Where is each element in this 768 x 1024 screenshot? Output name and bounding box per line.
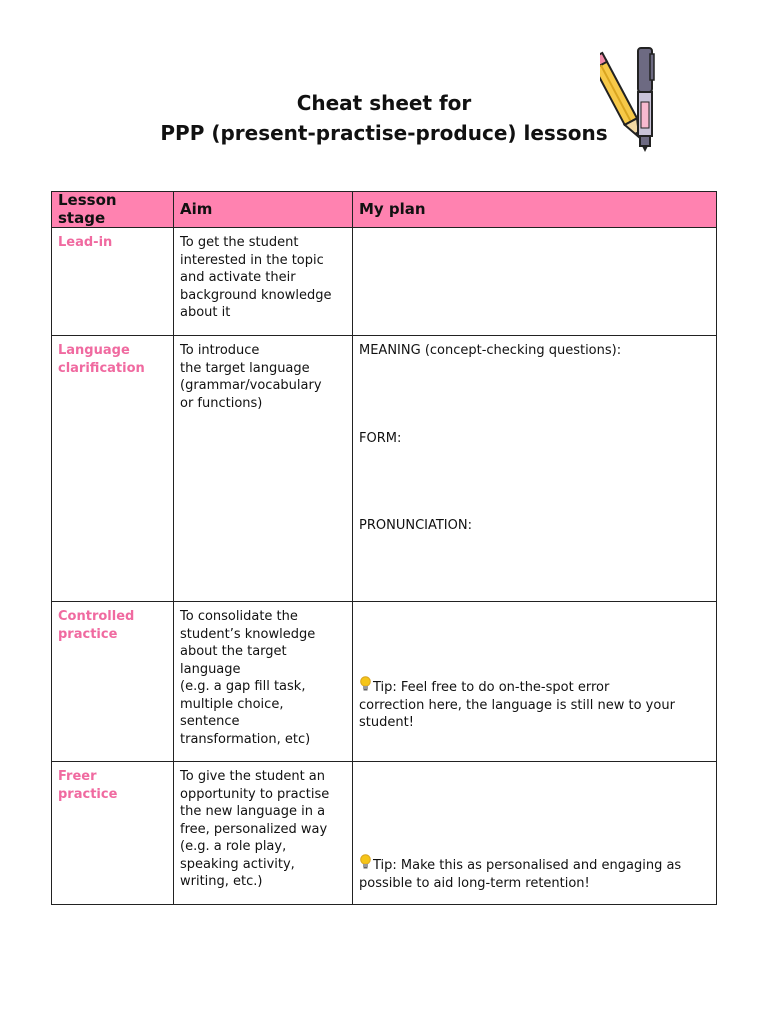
stage-text: clarification: [58, 360, 145, 376]
aim-text: interested in the topic: [180, 252, 324, 268]
stage-cell: [52, 336, 174, 602]
aim-text: (grammar/vocabulary: [180, 378, 322, 393]
aim-text: free, personalized way: [180, 821, 328, 837]
tip-line: student!: [359, 715, 414, 730]
stage-freer-practice: [58, 768, 167, 803]
stage-lead-in: Lead-in: [58, 235, 113, 250]
plan-cell[interactable]: [353, 602, 717, 762]
aim-text: To introduce: [180, 343, 260, 358]
plan-form-label: FORM:: [359, 430, 402, 446]
aim-cell: [174, 762, 353, 905]
table-header-row: [52, 192, 717, 228]
aim-text: (e.g. a gap fill task,: [180, 679, 306, 694]
header-aim: Aim: [174, 192, 353, 228]
table-row: [52, 602, 717, 762]
aim-text: transformation, etc): [180, 731, 311, 747]
aim-cell: [174, 336, 353, 602]
stage-text: practice: [58, 786, 118, 802]
aim-text: language: [180, 661, 241, 677]
aim-text: speaking activity,: [180, 856, 295, 872]
stage-controlled-practice: [58, 608, 167, 643]
pencil-and-pen-icon: [600, 44, 666, 154]
stage-text: Language: [58, 343, 130, 358]
aim-text: and activate their: [180, 270, 296, 285]
aim-text: background knowledge: [180, 287, 332, 303]
plan-cell[interactable]: [353, 228, 717, 336]
table-row: [52, 762, 717, 905]
tip-line: Tip: Feel free to do on-the-spot error: [373, 680, 610, 695]
aim-cell: [174, 602, 353, 762]
plan-pronunciation-label: PRONUNCIATION:: [359, 518, 472, 533]
stage-text: Controlled: [58, 609, 135, 624]
stage-text: practice: [58, 626, 118, 642]
lesson-plan-table: [51, 191, 717, 905]
tip-line: possible to aid long-term retention!: [359, 875, 590, 891]
aim-cell: [174, 228, 353, 336]
plan-cell[interactable]: [353, 762, 717, 905]
tip-text: [359, 854, 710, 875]
plan-cell[interactable]: [353, 336, 717, 602]
aim-text: the new language in a: [180, 804, 326, 819]
tip-line: Tip: Make this as personalised and engaging as: [373, 858, 682, 873]
header-lesson-stage: Lesson stage: [52, 192, 174, 228]
stage-language-clarification: [58, 342, 167, 377]
table-row: [52, 228, 717, 336]
aim-text: opportunity to practise: [180, 786, 330, 802]
aim-text: To give the student an: [180, 769, 326, 784]
tip-line: correction here, the language is still new to your: [359, 697, 675, 713]
tip-text: [359, 676, 710, 697]
stage-cell: [52, 602, 174, 762]
lightbulb-icon: [359, 676, 373, 697]
aim-text: To get the student: [180, 235, 299, 250]
title-line-2: PPP (present-practise-produce) lessons: [160, 121, 608, 145]
aim-text: about the target: [180, 644, 287, 659]
stage-cell: [52, 762, 174, 905]
header-my-plan: My plan: [353, 192, 717, 228]
aim-text: sentence: [180, 714, 240, 729]
aim-text: the target language: [180, 360, 310, 376]
aim-text: about it: [180, 305, 231, 320]
aim-text: To consolidate the: [180, 609, 298, 624]
aim-text: multiple choice,: [180, 696, 284, 712]
title-line-1: Cheat sheet for: [296, 91, 472, 115]
lightbulb-icon: [359, 854, 373, 875]
aim-text: (e.g. a role play,: [180, 839, 287, 854]
aim-text: or functions): [180, 395, 263, 411]
stage-cell: [52, 228, 174, 336]
aim-text: student’s knowledge: [180, 626, 316, 642]
plan-meaning-label: MEANING (concept-checking questions):: [359, 343, 622, 358]
stage-text: Freer: [58, 769, 97, 784]
aim-text: writing, etc.): [180, 874, 263, 889]
table-row: [52, 336, 717, 602]
